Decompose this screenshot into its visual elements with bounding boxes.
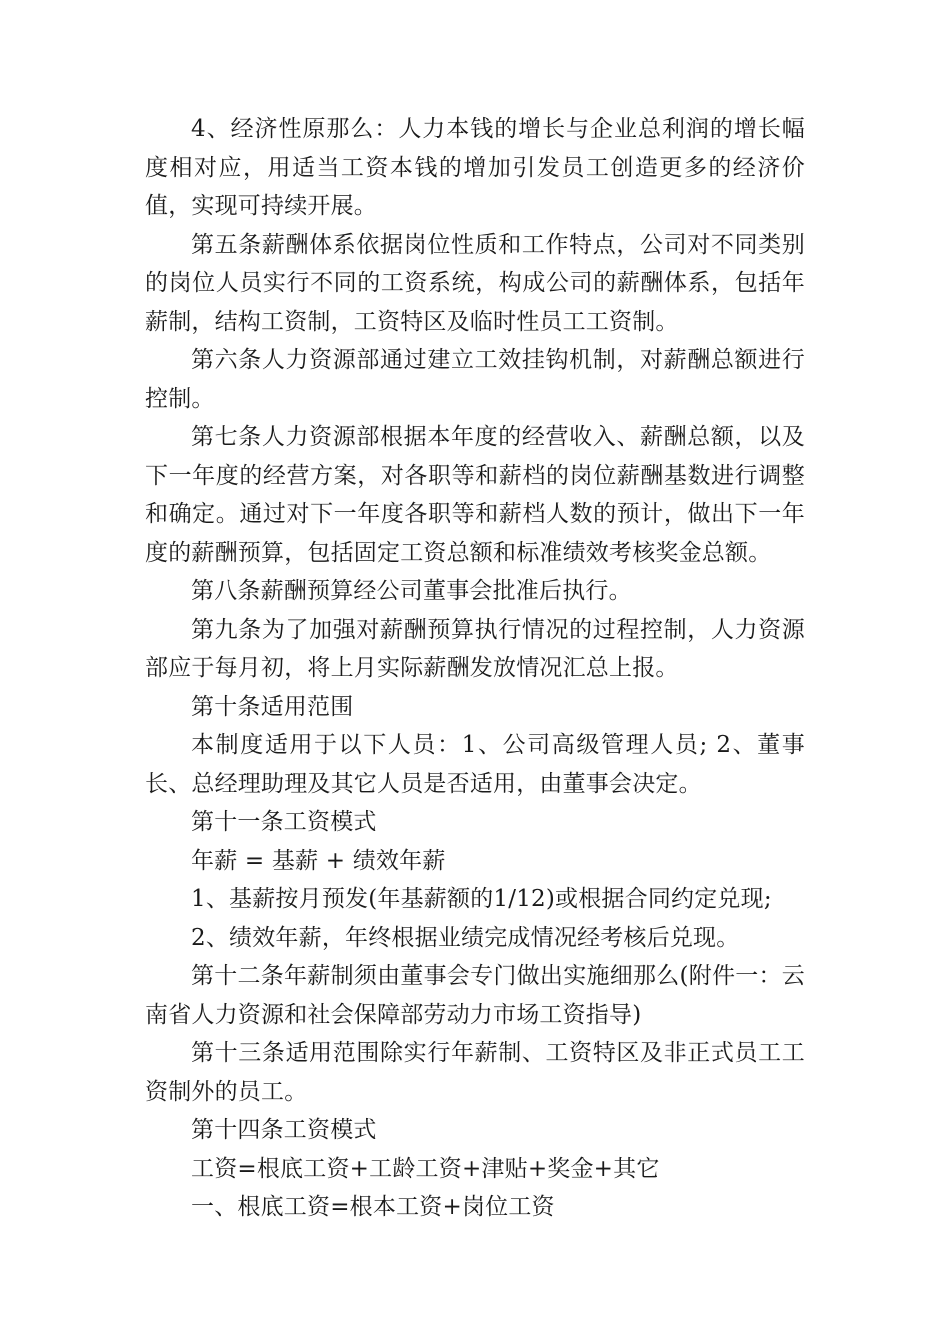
paragraph-performance-salary: 2、绩效年薪，年终根据业绩完成情况经考核后兑现。 [191, 924, 740, 951]
paragraph-article-7: 第七条人力资源部根据本年度的经营收入、薪酬总额，以及下一年度的经营方案，对各职等和薪档的岗位薪酬基数进行调整和确定。通过对下一年度各职等和薪档人数的预计，做出下一年度的薪酬预算，包括固定工资总额和标准绩效考核奖金总额。 [145, 424, 805, 566]
paragraph-article-14-heading: 第十四条工资模式 [191, 1117, 377, 1143]
document-page [145, 110, 805, 1227]
paragraph-article-11-heading: 第十一条工资模式 [191, 809, 377, 835]
paragraph-article-9: 第九条为了加强对薪酬预算执行情况的过程控制，人力资源部应于每月初，将上月实际薪酬发放情况汇总上报。 [145, 616, 805, 681]
paragraph-article-10-heading: 第十条适用范围 [191, 693, 354, 720]
paragraph-scope: 本制度适用于以下人员：1、公司高级管理人员; 2、董事长、总经理助理及其它人员是否适用，由董事会决定。 [145, 732, 805, 797]
paragraph-article-8: 第八条薪酬预算经公司董事会批准后执行。 [191, 578, 632, 604]
paragraph-base-salary: 1、基薪按月预发(年基薪额的1/12)或根据合同约定兑现; [191, 886, 772, 912]
paragraph-annual-salary-formula: 年薪 = 基薪 + 绩效年薪 [191, 847, 446, 874]
paragraph-article-13: 第十三条适用范围除实行年薪制、工资特区及非正式员工工资制外的员工。 [145, 1040, 805, 1105]
paragraph-basic-wage-formula: 一、根底工资=根本工资+岗位工资 [191, 1194, 555, 1220]
paragraph-article-5: 第五条薪酬体系依据岗位性质和工作特点，公司对不同类别的岗位人员实行不同的工资系统，构成公司的薪酬体系，包括年薪制，结构工资制，工资特区及临时性员工工资制。 [145, 231, 805, 335]
paragraph-economic-principle: 4、经济性原那么：人力本钱的增长与企业总利润的增长幅度相对应，用适当工资本钱的增加引发员工创造更多的经济价值，实现可持续开展。 [145, 116, 805, 219]
paragraph-article-12: 第十二条年薪制须由董事会专门做出实施细那么(附件一：云南省人力资源和社会保障部劳动力市场工资指导) [145, 963, 805, 1028]
paragraph-article-6: 第六条人力资源部通过建立工效挂钩机制，对薪酬总额进行控制。 [145, 347, 805, 412]
paragraph-wage-formula: 工资=根底工资+工龄工资+津贴+奖金+其它 [191, 1155, 660, 1182]
